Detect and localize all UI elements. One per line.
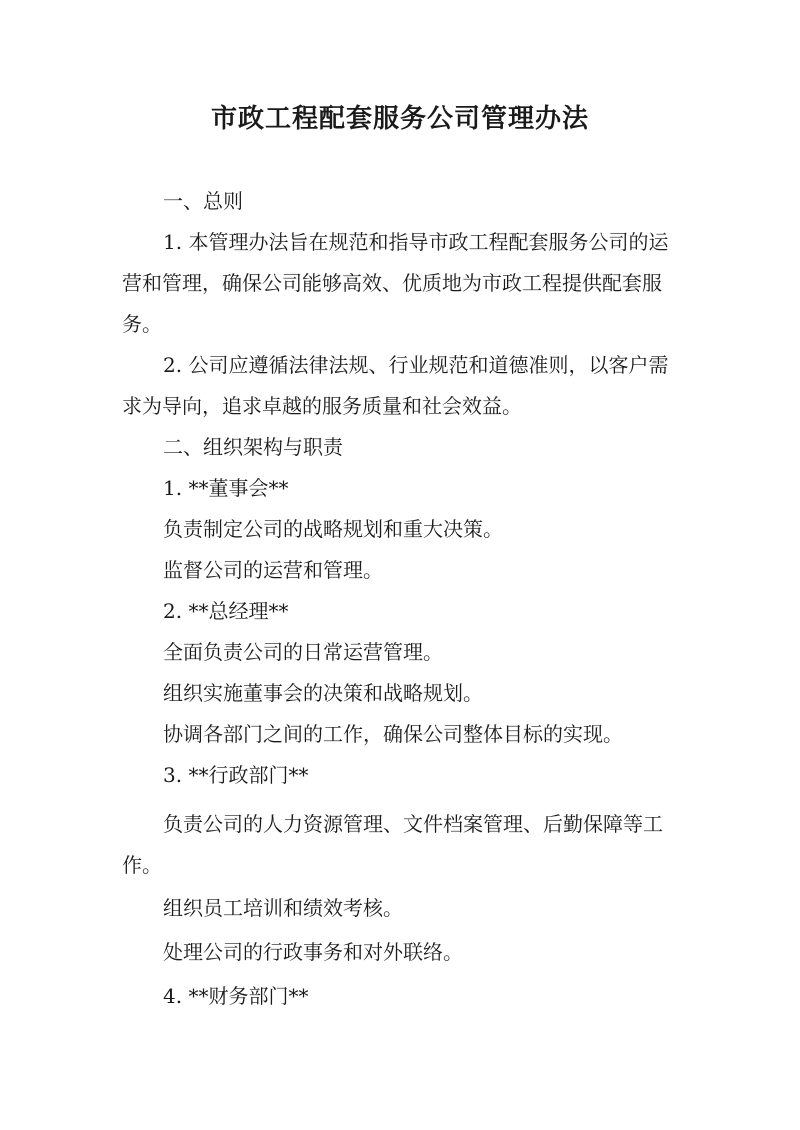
subheading-admin-dept: 3. **行政部门** xyxy=(163,763,309,787)
paragraph-general-1: 1. 本管理办法旨在规范和指导市政工程配套服务公司的运营和管理，确保公司能够高效、优质地为市政工程提供配套服务。 xyxy=(122,230,669,336)
paragraph-gm-3: 协调各部门之间的工作，确保公司整体目标的实现。 xyxy=(163,722,623,746)
paragraph-admin-1: 负责公司的人力资源管理、文件档案管理、后勤保障等工作。 xyxy=(122,812,663,877)
subheading-general-manager: 2. **总经理** xyxy=(163,599,289,623)
paragraph-general-2: 2. 公司应遵循法律法规、行业规范和道德准则，以客户需求为导向，追求卓越的服务质量和社会效益。 xyxy=(122,353,669,418)
paragraph-gm-1: 全面负责公司的日常运营管理。 xyxy=(163,640,443,664)
paragraph-board-1: 负责制定公司的战略规划和重大决策。 xyxy=(163,517,503,541)
subheading-board: 1. **董事会** xyxy=(163,476,289,500)
paragraph-admin-3: 处理公司的行政事务和对外联络。 xyxy=(163,940,463,964)
document-title: 市政工程配套服务公司管理办法 xyxy=(210,104,589,134)
section-heading-organization: 二、组织架构与职责 xyxy=(163,435,343,459)
section-heading-general: 一、总则 xyxy=(163,189,243,213)
paragraph-gm-2: 组织实施董事会的决策和战略规划。 xyxy=(163,681,483,705)
subheading-finance-dept: 4. **财务部门** xyxy=(163,984,309,1008)
paragraph-admin-2: 组织员工培训和绩效考核。 xyxy=(163,896,403,920)
paragraph-board-2: 监督公司的运营和管理。 xyxy=(163,558,383,582)
